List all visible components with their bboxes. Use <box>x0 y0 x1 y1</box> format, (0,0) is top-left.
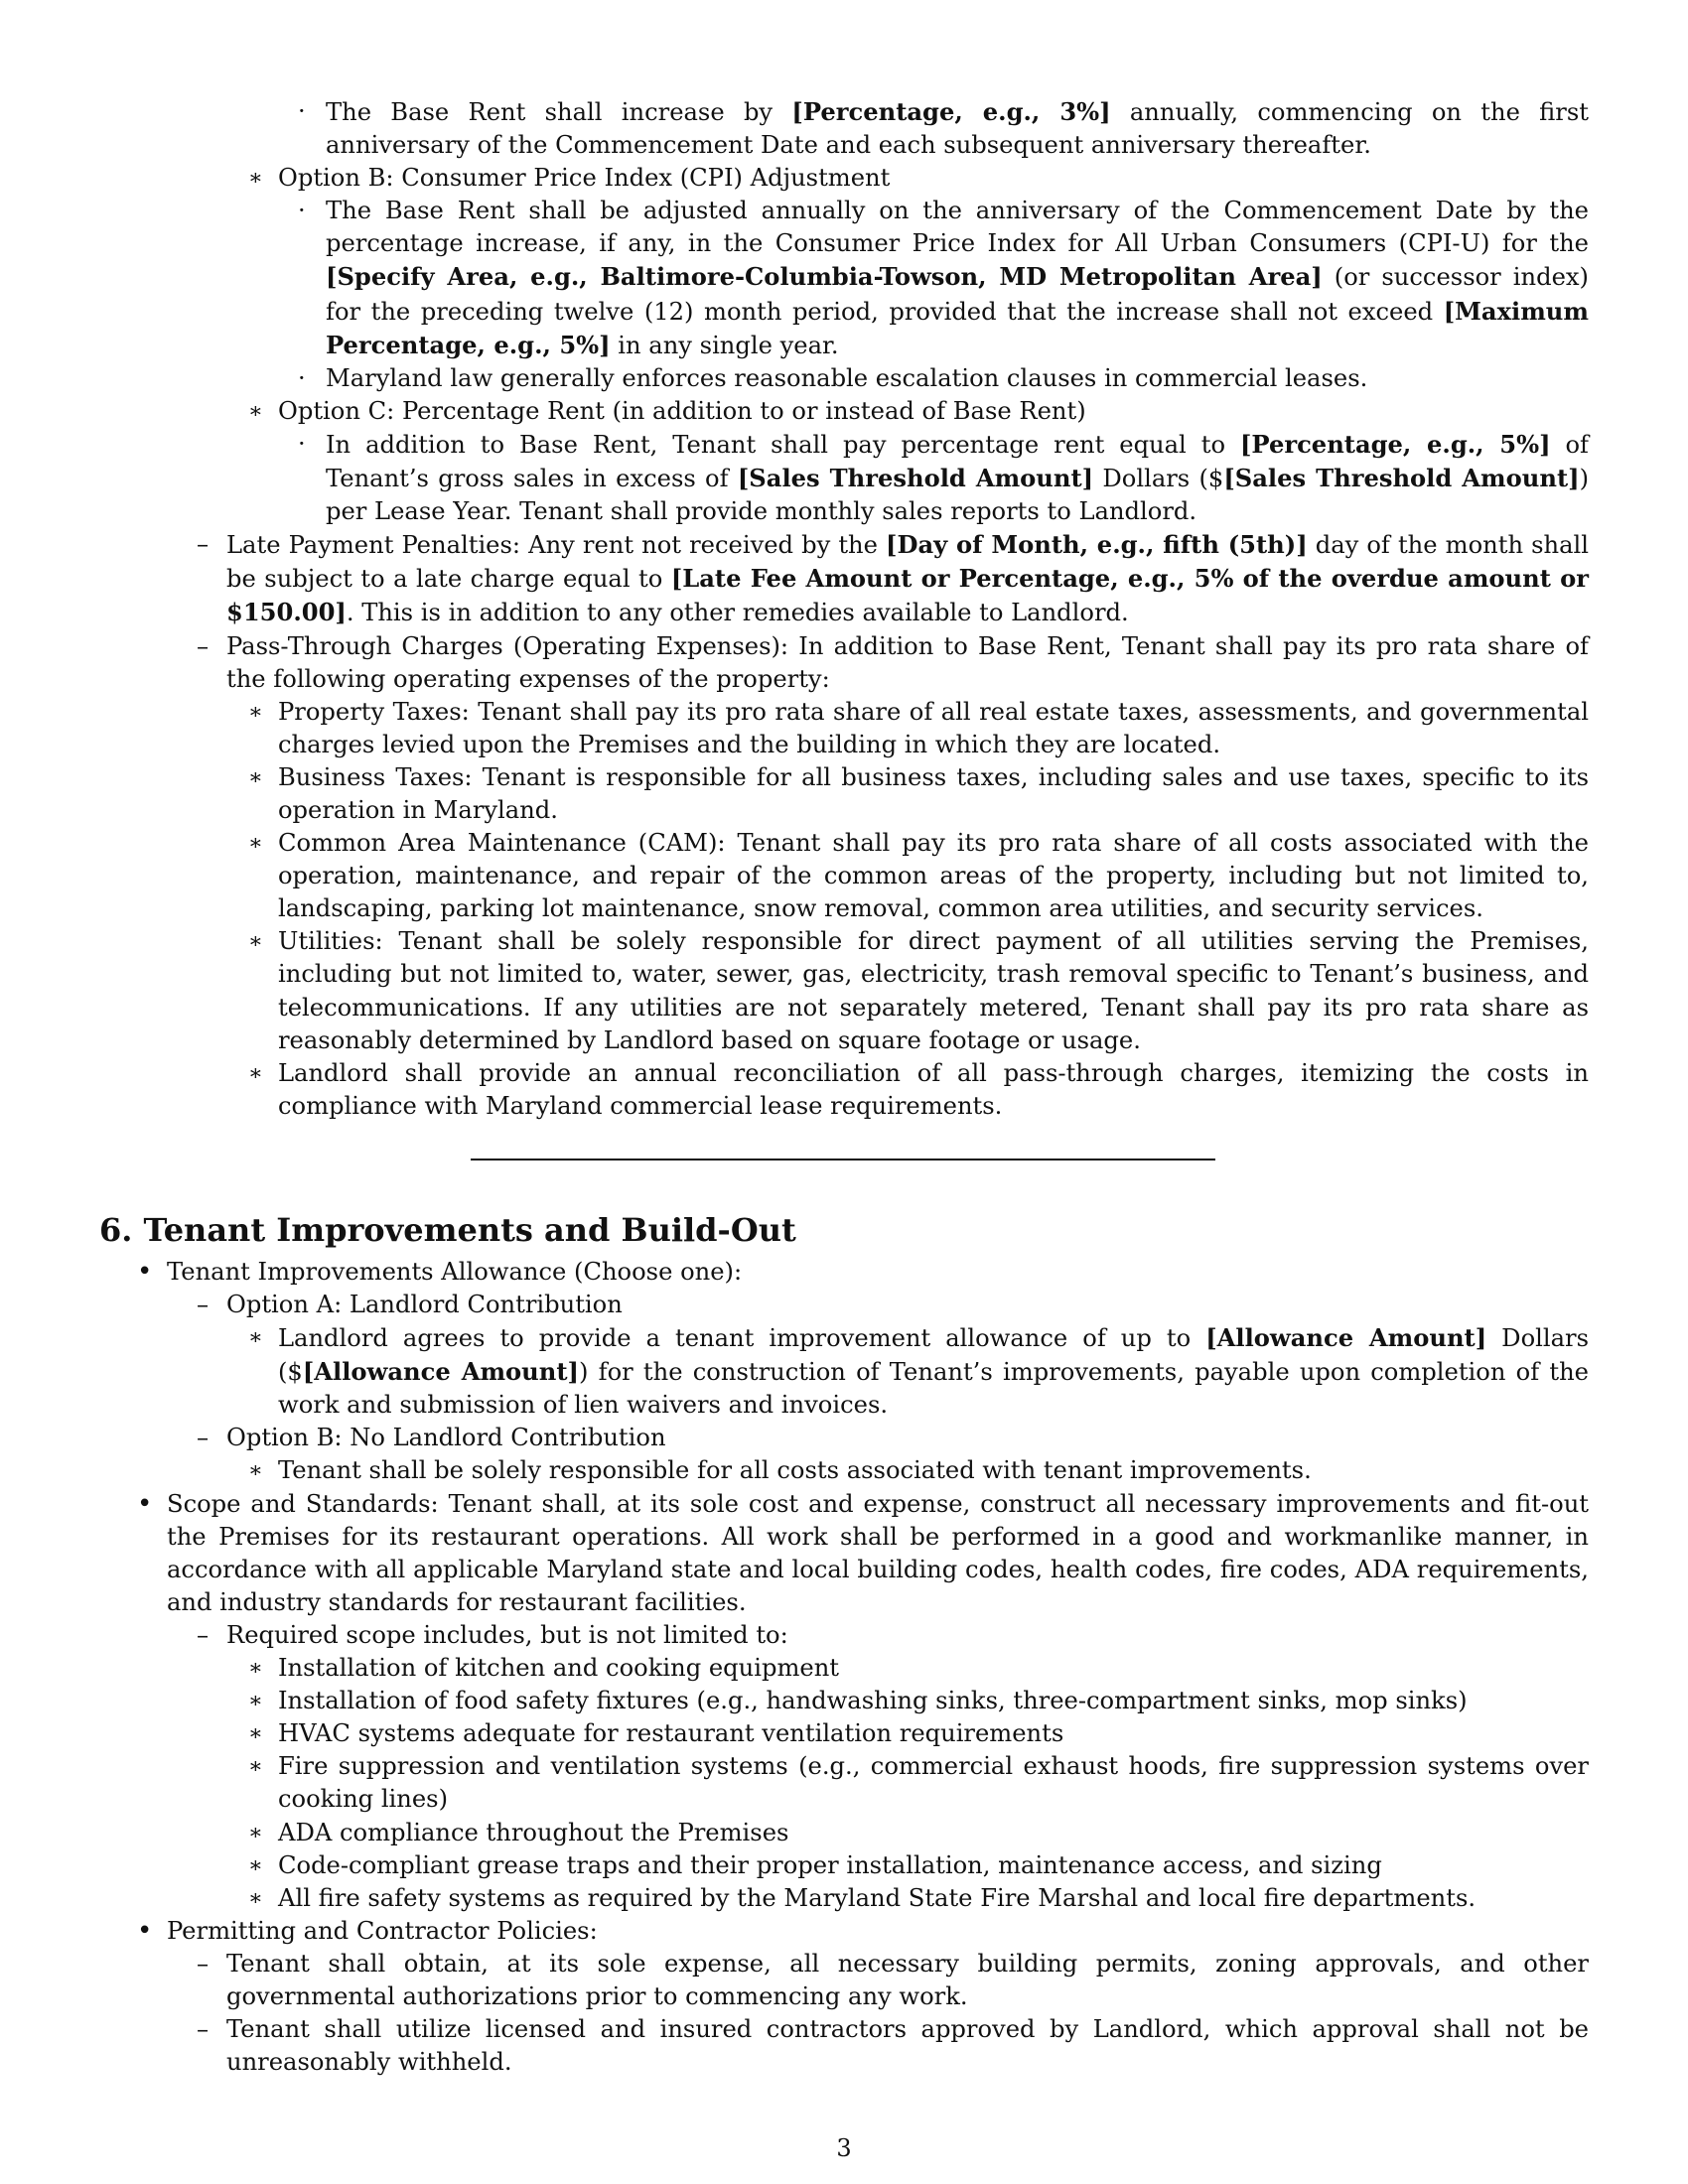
list-item: ∗ Business Taxes: Tenant is responsible for all business taxes, including sales and use taxes, specific to its operation in Maryland. <box>248 762 1589 824</box>
list-item: ∗ Installation of food safety fixtures (e.g., handwashing sinks, three-compartment sinks, mop sinks) <box>99 1685 1589 1717</box>
bullet-dot-icon: • <box>137 1488 153 1519</box>
permitting-item: • Permitting and Contractor Policies: <box>99 1915 1589 1948</box>
asterisk-bullet-icon: ∗ <box>248 699 263 725</box>
cpi-item: · The Base Rent shall be adjusted annually on the anniversary of the Commencement Date by the percentage increase, if any, in the Consumer Price Index for All Urban Consumers (CPI-U) for the [Specify Area, e.g., Baltimore-Columbia-Towson, MD Metropolitan Area] (or successor index) for the preceding twelve (12) month period, provided that the increase shall not exceed [Maximum Percentage, e.g., 5%] in any single year. <box>298 197 1589 359</box>
option-c-percentage: ∗ Option C: Percentage Rent (in addition to or instead of Base Rent) <box>99 395 1589 428</box>
fixed-escalation-item: · The Base Rent shall increase by [Percentage, e.g., 3%] annually, commencing on the first anniversary of the Commencement Date and each subsequent anniversary thereafter. <box>298 97 1589 160</box>
list-item: – Tenant shall utilize licensed and insured contractors approved by Landlord, which approval shall not be unreasonably withheld. <box>197 2015 1589 2077</box>
list-item: ∗ Code-compliant grease traps and their proper installation, maintenance access, and sizing <box>99 1849 1589 1882</box>
page-number: 3 <box>836 2134 852 2162</box>
bullet-dot-icon: • <box>137 1256 153 1287</box>
asterisk-bullet-icon: ∗ <box>248 1820 263 1845</box>
option-b-detail: ∗ Tenant shall be solely responsible for all costs associated with tenant improvements. <box>99 1454 1589 1487</box>
late-payment-item: – Late Payment Penalties: Any rent not received by the [Day of Month, e.g., fifth (5th)] day of the month shall be subject to a late charge equal to [Late Fee Amount or Percentage, e.g., 5% of the overdue amount or $150.00]. This is in addition to any other remedies available to Landlord. <box>197 530 1589 627</box>
asterisk-bullet-icon: ∗ <box>248 166 263 192</box>
option-a-detail: ∗ Landlord agrees to provide a tenant improvement allowance of up to [Allowance Amount] Dollars ($[Allowance Amount]) for the construction of Tenant’s improvements, payable upon completion of the work and submission of lien waivers and invoices. <box>248 1323 1590 1420</box>
allowance-item: • Tenant Improvements Allowance (Choose one): <box>99 1256 1589 1289</box>
asterisk-bullet-icon: ∗ <box>248 929 263 955</box>
bullet-dot-icon: • <box>137 1915 153 1946</box>
middot-bullet-icon: · <box>298 429 306 458</box>
asterisk-bullet-icon: ∗ <box>248 1060 263 1086</box>
dash-bullet-icon: – <box>197 530 210 559</box>
dash-bullet-icon: – <box>197 2015 210 2044</box>
list-item: ∗ Installation of kitchen and cooking equipment <box>99 1652 1589 1685</box>
md-law-item: · Maryland law generally enforces reasonable escalation clauses in commercial leases. <box>99 362 1589 395</box>
list-item: ∗ Fire suppression and ventilation systems (e.g., commercial exhaust hoods, fire suppression systems over cooking lines) <box>248 1752 1589 1814</box>
dash-bullet-icon: – <box>197 1291 210 1318</box>
middot-bullet-icon: · <box>298 97 306 125</box>
dash-bullet-icon: – <box>197 1620 210 1649</box>
asterisk-bullet-icon: ∗ <box>248 1458 263 1484</box>
required-scope-item: – Required scope includes, but is not limited to: <box>99 1619 1589 1652</box>
asterisk-bullet-icon: ∗ <box>248 831 263 857</box>
asterisk-bullet-icon: ∗ <box>248 1721 263 1747</box>
middot-bullet-icon: · <box>298 197 306 225</box>
asterisk-bullet-icon: ∗ <box>248 1754 263 1780</box>
list-item: ∗ Utilities: Tenant shall be solely responsible for direct payment of all utilities serving the Premises, including but not limited to, water, sewer, gas, electricity, trash removal specific to Tenant’s business, and telecommunications. If any utilities are not separately metered, Tenant shall pay its pro rata share as reasonably determined by Landlord based on square footage or usage. <box>248 927 1589 1054</box>
dash-bullet-icon: – <box>197 1424 210 1452</box>
option-b-item: – Option B: No Landlord Contribution <box>99 1422 1589 1454</box>
list-item: ∗ ADA compliance throughout the Premises <box>99 1817 1589 1849</box>
option-b-cpi: ∗ Option B: Consumer Price Index (CPI) Adjustment <box>99 162 1589 195</box>
horizontal-divider <box>471 1159 1215 1160</box>
pass-through-item: – Pass-Through Charges (Operating Expenses): In addition to Base Rent, Tenant shall pay its pro rata share of the following operating expenses of the property: <box>197 631 1589 693</box>
scope-item: • Scope and Standards: Tenant shall, at its sole cost and expense, construct all necessary improvements and fit-out the Premises for its restaurant operations. All work shall be performed in a good and workmanlike manner, in accordance with all applicable Maryland state and local building codes, health codes, fire codes, ADA requirements, and industry standards for restaurant facilities. <box>137 1488 1589 1616</box>
list-item: ∗ Property Taxes: Tenant shall pay its pro rata share of all real estate taxes, assessments, and governmental charges levied upon the Premises and the building in which they are located. <box>248 697 1589 758</box>
asterisk-bullet-icon: ∗ <box>248 1656 263 1682</box>
percentage-rent-item: · In addition to Base Rent, Tenant shall pay percentage rent equal to [Percentage, e.g., 5%] of Tenant’s gross sales in excess of [Sales Threshold Amount] Dollars ($[Sales Threshold Amount]) per Lease Year. Tenant shall provide monthly sales reports to Landlord. <box>298 429 1590 526</box>
dash-bullet-icon: – <box>197 1949 210 1978</box>
asterisk-bullet-icon: ∗ <box>248 1325 263 1351</box>
section-heading: 6. Tenant Improvements and Build-Out <box>99 1210 796 1249</box>
asterisk-bullet-icon: ∗ <box>248 764 263 790</box>
list-item: ∗ Common Area Maintenance (CAM): Tenant shall pay its pro rata share of all costs associated with the operation, maintenance, and repair of the common areas of the property, including but not limited to, landscaping, parking lot maintenance, snow removal, common area utilities, and security services. <box>248 829 1589 923</box>
list-item: – Tenant shall obtain, at its sole expense, all necessary building permits, zoning approvals, and other governmental authorizations prior to commencing any work. <box>197 1949 1589 2010</box>
document-page <box>99 95 1589 2079</box>
asterisk-bullet-icon: ∗ <box>248 1885 263 1911</box>
asterisk-bullet-icon: ∗ <box>248 398 263 424</box>
asterisk-bullet-icon: ∗ <box>248 1852 263 1878</box>
list-item: ∗ Landlord shall provide an annual reconciliation of all pass-through charges, itemizing the costs in compliance with Maryland commercial lease requirements. <box>248 1058 1589 1120</box>
dash-bullet-icon: – <box>197 631 210 660</box>
asterisk-bullet-icon: ∗ <box>248 1689 263 1714</box>
list-item: ∗ HVAC systems adequate for restaurant ventilation requirements <box>99 1717 1589 1750</box>
option-a-item: – Option A: Landlord Contribution <box>99 1289 1589 1321</box>
middot-bullet-icon: · <box>298 363 306 392</box>
list-item: ∗ All fire safety systems as required by the Maryland State Fire Marshal and local fire departments. <box>99 1882 1589 1915</box>
